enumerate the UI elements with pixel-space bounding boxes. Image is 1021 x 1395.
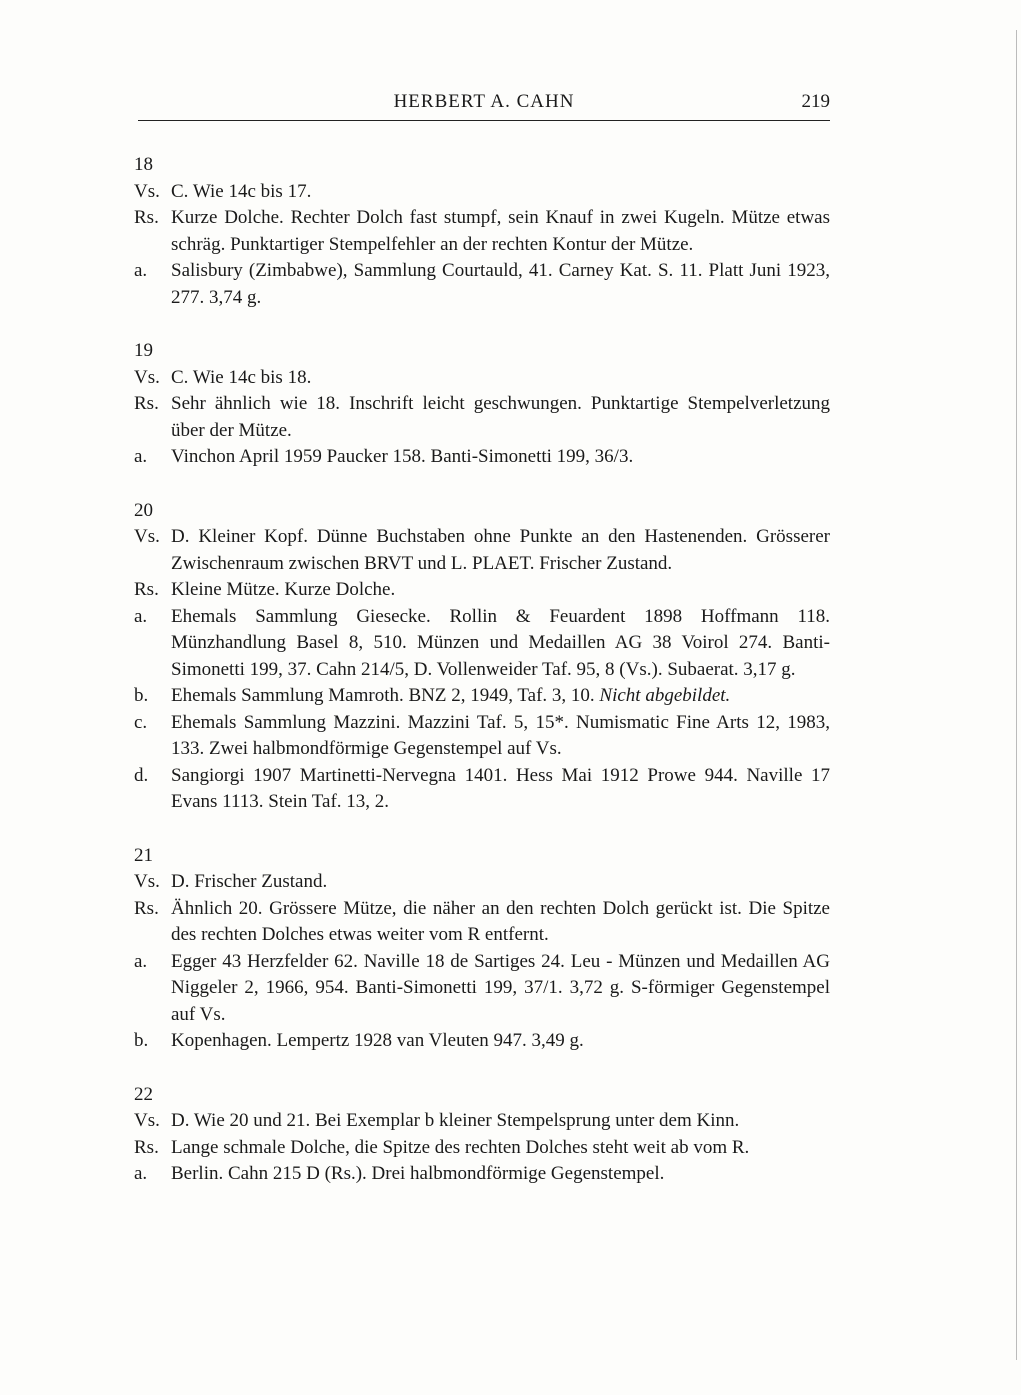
catalogue-entries bbox=[134, 152, 830, 1215]
line-tag: Vs. bbox=[134, 180, 160, 202]
line-text: Kleine Mütze. Kurze Dolche. bbox=[171, 579, 396, 600]
entry-line bbox=[134, 524, 830, 577]
line-text: Kurze Dolche. Rechter Dolch fast stumpf, sein Knauf in zwei Kugeln. Mütze etwas schräg. Punktartiger Stempelfehler an der rechten Kontur der Mütze. bbox=[171, 207, 830, 255]
line-tag: a. bbox=[134, 446, 148, 467]
entry-line bbox=[134, 1028, 830, 1055]
entry-line bbox=[134, 444, 830, 471]
entry-line bbox=[134, 949, 830, 1029]
line-tag: Vs. bbox=[134, 871, 160, 892]
page-edge-line bbox=[1016, 30, 1017, 1360]
line-tag: a. bbox=[134, 1163, 148, 1184]
entry-number: 21 bbox=[134, 844, 153, 866]
entry-line bbox=[134, 710, 830, 763]
entry-line bbox=[134, 763, 830, 816]
entry-line bbox=[134, 683, 830, 710]
page-number: 219 bbox=[801, 91, 830, 112]
entry-line bbox=[134, 365, 830, 392]
entry-number: 18 bbox=[134, 154, 153, 175]
line-text: D. Wie 20 und 21. Bei Exemplar b kleiner Stempelsprung unter dem Kinn. bbox=[171, 1110, 740, 1131]
entry-number: 20 bbox=[134, 499, 153, 521]
line-text: Egger 43 Herzfelder 62. Naville 18 de Sartiges 24. Leu - Münzen und Medaillen AG Niggeler 2, 1966, 954. Banti-Simonetti 199, 37/1. 3,72 g. S-förmiger Gegenstempel auf Vs. bbox=[171, 950, 830, 1025]
line-tag: Vs. bbox=[134, 366, 160, 388]
line-text: D. Frischer Zustand. bbox=[171, 871, 328, 892]
line-tag: Vs. bbox=[134, 1110, 160, 1131]
entry-number: 19 bbox=[134, 340, 153, 361]
line-text: Sangiorgi 1907 Martinetti-Nervegna 1401. Hess Mai 1912 Prowe 944. Naville 17 Evans 1113. Stein Taf. 13, 2. bbox=[171, 764, 830, 812]
line-tag: Rs. bbox=[134, 897, 159, 919]
line-text: Ähnlich 20. Grössere Mütze, die näher an den rechten Dolch gerückt ist. Die Spitze des rechten Dolches etwas weiter vom R entfernt. bbox=[171, 897, 830, 945]
catalogue-entry-22 bbox=[134, 1082, 830, 1188]
running-header bbox=[138, 91, 830, 117]
line-tag: b. bbox=[134, 1030, 149, 1051]
line-tag: Rs. bbox=[134, 579, 159, 600]
entry-line bbox=[134, 258, 830, 311]
entry-line bbox=[134, 577, 830, 604]
entry-line bbox=[134, 1135, 830, 1162]
line-tag: a. bbox=[134, 605, 148, 627]
entry-line bbox=[134, 1108, 830, 1135]
line-text: C. Wie 14c bis 18. bbox=[171, 366, 312, 388]
line-text: Kopenhagen. Lempertz 1928 van Vleuten 947. 3,49 g. bbox=[171, 1030, 584, 1051]
line-tag: Rs. bbox=[134, 1136, 159, 1158]
line-tag: b. bbox=[134, 685, 149, 706]
entry-number: 22 bbox=[134, 1083, 153, 1105]
catalogue-entry-18 bbox=[134, 152, 830, 311]
entry-line bbox=[134, 896, 830, 949]
catalogue-entry-19 bbox=[134, 338, 830, 471]
line-tag: Rs. bbox=[134, 207, 159, 228]
line-text: C. Wie 14c bis 17. bbox=[171, 180, 312, 202]
line-tag: c. bbox=[134, 711, 148, 733]
entry-line bbox=[134, 205, 830, 258]
line-tag: Rs. bbox=[134, 393, 159, 414]
line-tag: Vs. bbox=[134, 526, 160, 547]
catalogue-entry-21 bbox=[134, 843, 830, 1055]
entry-line bbox=[134, 604, 830, 684]
entry-line bbox=[134, 391, 830, 444]
line-text: Salisbury (Zimbabwe), Sammlung Courtauld, 41. Carney Kat. S. 11. Platt Juni 1923, 277. 3,74 g. bbox=[171, 260, 830, 308]
line-tag: d. bbox=[134, 764, 149, 786]
entry-line bbox=[134, 179, 830, 206]
line-text: Vinchon April 1959 Paucker 158. Banti-Simonetti 199, 36/3. bbox=[171, 446, 634, 467]
line-text-roman: Ehemals Sammlung Mamroth. BNZ 2, 1949, Taf. 3, 10. bbox=[171, 685, 595, 706]
catalogue-entry-20 bbox=[134, 498, 830, 816]
entry-line bbox=[134, 869, 830, 896]
line-text: Lange schmale Dolche, die Spitze des rechten Dolches steht weit ab vom R. bbox=[171, 1136, 750, 1158]
entry-line bbox=[134, 1161, 830, 1188]
line-tag: a. bbox=[134, 260, 148, 281]
line-text: Sehr ähnlich wie 18. Inschrift leicht geschwungen. Punktartige Stempelverletzung über der Mütze. bbox=[171, 393, 830, 441]
line-text-italic: Nicht abgebildet. bbox=[599, 685, 731, 706]
running-header-title: HERBERT A. CAHN bbox=[393, 91, 575, 112]
header-rule bbox=[138, 120, 830, 121]
line-text: Ehemals Sammlung Giesecke. Rollin & Feuardent 1898 Hoffmann 118. Münzhandlung Basel 8, 510. Münzen und Medaillen AG 38 Voirol 274. Banti-Simonetti 199, 37. Cahn 214/5, D. Vollenweider Taf. 95, 8 (Vs.). Subaerat. 3,17 g. bbox=[171, 605, 830, 680]
line-text: D. Kleiner Kopf. Dünne Buchstaben ohne Punkte an den Hastenenden. Grösserer Zwischenraum zwischen BRVT und L. PLAET. Frischer Zustand. bbox=[171, 526, 830, 574]
line-text bbox=[171, 683, 830, 710]
line-tag: a. bbox=[134, 950, 148, 972]
line-text: Ehemals Sammlung Mazzini. Mazzini Taf. 5, 15*. Numismatic Fine Arts 12, 1983, 133. Zwei halbmondförmige Gegenstempel auf Vs. bbox=[171, 711, 830, 759]
line-text: Berlin. Cahn 215 D (Rs.). Drei halbmondförmige Gegenstempel. bbox=[171, 1163, 665, 1184]
